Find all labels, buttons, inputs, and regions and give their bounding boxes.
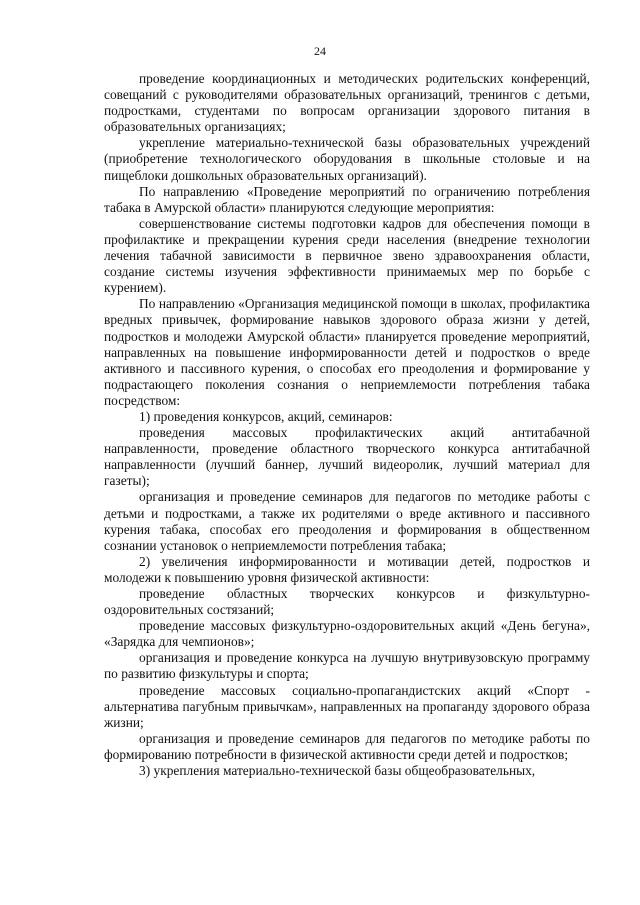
list-heading: 1) проведения конкурсов, акций, семинаров: [139, 408, 393, 424]
list-heading: 2) увеличения информированности и мотивации детей, подростков и молодежи к повышению уровня физической активности: [104, 553, 590, 585]
paragraph: По направлению «Организация медицинской помощи в школах, профилактика вредных привычек, формирование навыков здорового образа жизни у детей, подростков и молодежи Амурской области» планируется проведение мероприятий, направленных на повышение информированности детей и подростков о вреде активного и пассивного курения, о способах его преодоления и формирование у подрастающего поколения сознания о неприемлемости потребления табака посредством: [104, 296, 590, 408]
paragraph: проведение массовых физкультурно-оздоровительных акций «День бегуна», «Зарядка для чемпионов»; [104, 618, 590, 650]
paragraph: проведения массовых профилактических акций антитабачной направленности, проведение областного творческого конкурса антитабачной направленности (лучший баннер, лучший видеоролик, лучший материал для газеты); [104, 425, 590, 489]
page-number: 24 [314, 44, 326, 58]
paragraph: укрепление материально-технической базы образовательных учреждений (приобретение технологического оборудования в школьные столовые и на пищеблоки дошкольных образовательных организаций). [104, 135, 590, 183]
paragraph: По направлению «Проведение мероприятий по ограничению потребления табака в Амурской области» планируются следующие мероприятия: [104, 183, 590, 215]
paragraph: проведение координационных и методических родительских конференций, совещаний с руководителями образовательных организаций, тренингов с детьми, подростками, студентами по вопросам организации здорового питания в образовательных организациях; [104, 71, 590, 135]
paragraph: проведение массовых социально-пропагандистских акций «Спорт - альтернатива пагубным привычкам», направленных на пропаганду здорового образа жизни; [104, 682, 590, 730]
paragraph: совершенствование системы подготовки кадров для обеспечения помощи в профилактике и прекращении курения среди населения (внедрение технологии лечения табачной зависимости в первичное звено здравоохранения области, создание системы изучения эффективности принимаемых мер по борьбе с курением). [104, 215, 590, 296]
list-heading: 3) укрепления материально-технической базы общеобразовательных, [139, 763, 536, 779]
paragraph: организация и проведение семинаров для педагогов по методике работы с детьми и подростками, а также их родителями о вреде активного и пассивного курения табака, способах его преодоления и формирования в общественном сознании установок о неприемлемости потребления табака; [104, 489, 590, 553]
document-body [104, 71, 590, 779]
paragraph: организация и проведение семинаров для педагогов по методике работы по формированию потребности в физической активности среди детей и подростков; [104, 730, 590, 762]
paragraph: проведение областных творческих конкурсов и физкультурно-оздоровительных состязаний; [104, 586, 590, 618]
paragraph: организация и проведение конкурса на лучшую внутривузовскую программу по развитию физкультуры и спорта; [104, 650, 590, 682]
